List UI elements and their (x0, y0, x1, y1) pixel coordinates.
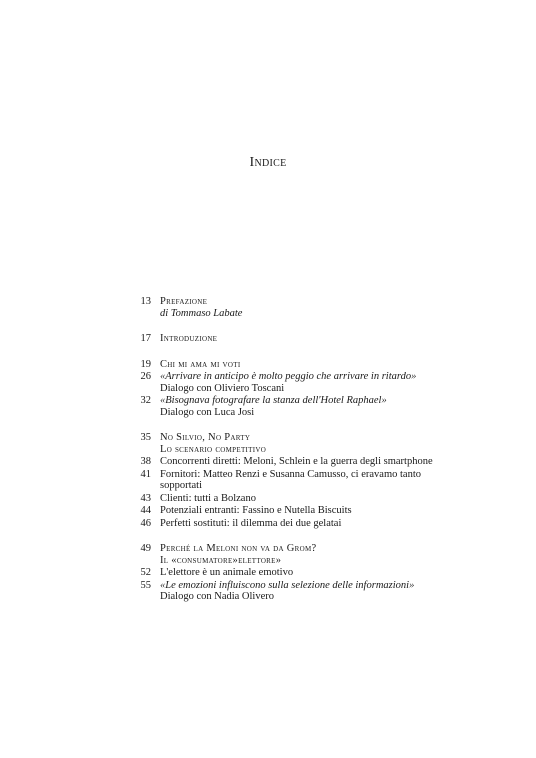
toc-page-number: 13 (140, 296, 151, 307)
toc-entry-title: Introduzione (160, 333, 218, 344)
toc-entry-title: No Silvio, No Party (160, 432, 251, 443)
toc-page-number: 46 (140, 517, 151, 529)
toc-entry-quote: «Arrivare in anticipo è molto peggio che arrivare in ritardo» (160, 371, 417, 382)
toc-entry-concorrenti (0, 456, 536, 468)
toc-page-number: 38 (140, 456, 151, 467)
toc-entry-subtitle: Il «consumatore»elettore» (160, 554, 282, 566)
toc-entry-elettore-emotivo (0, 567, 536, 579)
toc-page-number: 44 (140, 505, 151, 516)
toc-page-number: 17 (140, 333, 151, 344)
toc-entry-fornitori (0, 469, 536, 492)
toc-entry-prefazione (0, 296, 536, 319)
toc-entry-title: Fornitori: Matteo Renzi e Susanna Camusso, ci eravamo tanto (160, 468, 421, 480)
toc-entry-quote: «Le emozioni influiscono sulla selezione delle informazioni» (160, 579, 415, 591)
toc-page-number: 43 (140, 492, 151, 504)
toc-entry-title: Clienti: tutti a Bolzano (160, 492, 256, 504)
toc-entry-dialogo-olivero (0, 580, 536, 603)
toc-entry-chapter-1 (0, 359, 536, 371)
toc-entry-chapter-2 (0, 432, 536, 455)
toc-page-number: 52 (140, 567, 151, 578)
toc-entry-subtitle: Dialogo con Luca Josi (160, 406, 255, 418)
toc-entry-introduzione (0, 333, 536, 345)
toc-page-number: 35 (140, 432, 151, 443)
toc-entry-potenziali-entranti (0, 505, 536, 517)
toc-entry-clienti (0, 493, 536, 505)
toc-entry-title: Potenziali entranti: Fassino e Nutella Biscuits (160, 505, 352, 516)
toc-page-number: 55 (140, 579, 151, 591)
toc-entry-chapter-3 (0, 543, 536, 566)
toc-page-number: 19 (140, 358, 151, 370)
toc-entry-subtitle: Dialogo con Oliviero Toscani (160, 382, 285, 394)
toc-entry-title: L'elettore è un animale emotivo (160, 567, 294, 578)
toc-entry-title: Concorrenti diretti: Meloni, Schlein e la guerra degli smartphone (160, 456, 433, 467)
table-of-contents (0, 296, 536, 603)
toc-entry-dialogo-toscani (0, 371, 536, 394)
toc-entry-perfetti-sostituti (0, 518, 536, 530)
toc-entry-title-continued: sopportati (160, 480, 202, 491)
toc-entry-title: Chi mi ama mi voti (160, 358, 241, 370)
toc-entry-title: Perché la Meloni non va da Grom? (160, 543, 317, 554)
toc-page-number: 32 (140, 395, 151, 406)
toc-entry-subtitle: di Tommaso Labate (160, 307, 243, 319)
toc-entry-dialogo-josi (0, 395, 536, 418)
toc-entry-title: Perfetti sostituti: il dilemma dei due gelatai (160, 517, 342, 529)
toc-entry-subtitle: Lo scenario competitivo (160, 443, 267, 455)
toc-page-number: 49 (140, 543, 151, 554)
page-title: Indice (249, 155, 287, 170)
toc-page-number: 26 (140, 371, 151, 382)
toc-entry-title: Prefazione (160, 296, 208, 307)
toc-entry-quote: «Bisognava fotografare la stanza dell'Hotel Raphael» (160, 395, 387, 406)
toc-page-number: 41 (140, 468, 151, 480)
toc-entry-subtitle: Dialogo con Nadia Olivero (160, 591, 275, 602)
